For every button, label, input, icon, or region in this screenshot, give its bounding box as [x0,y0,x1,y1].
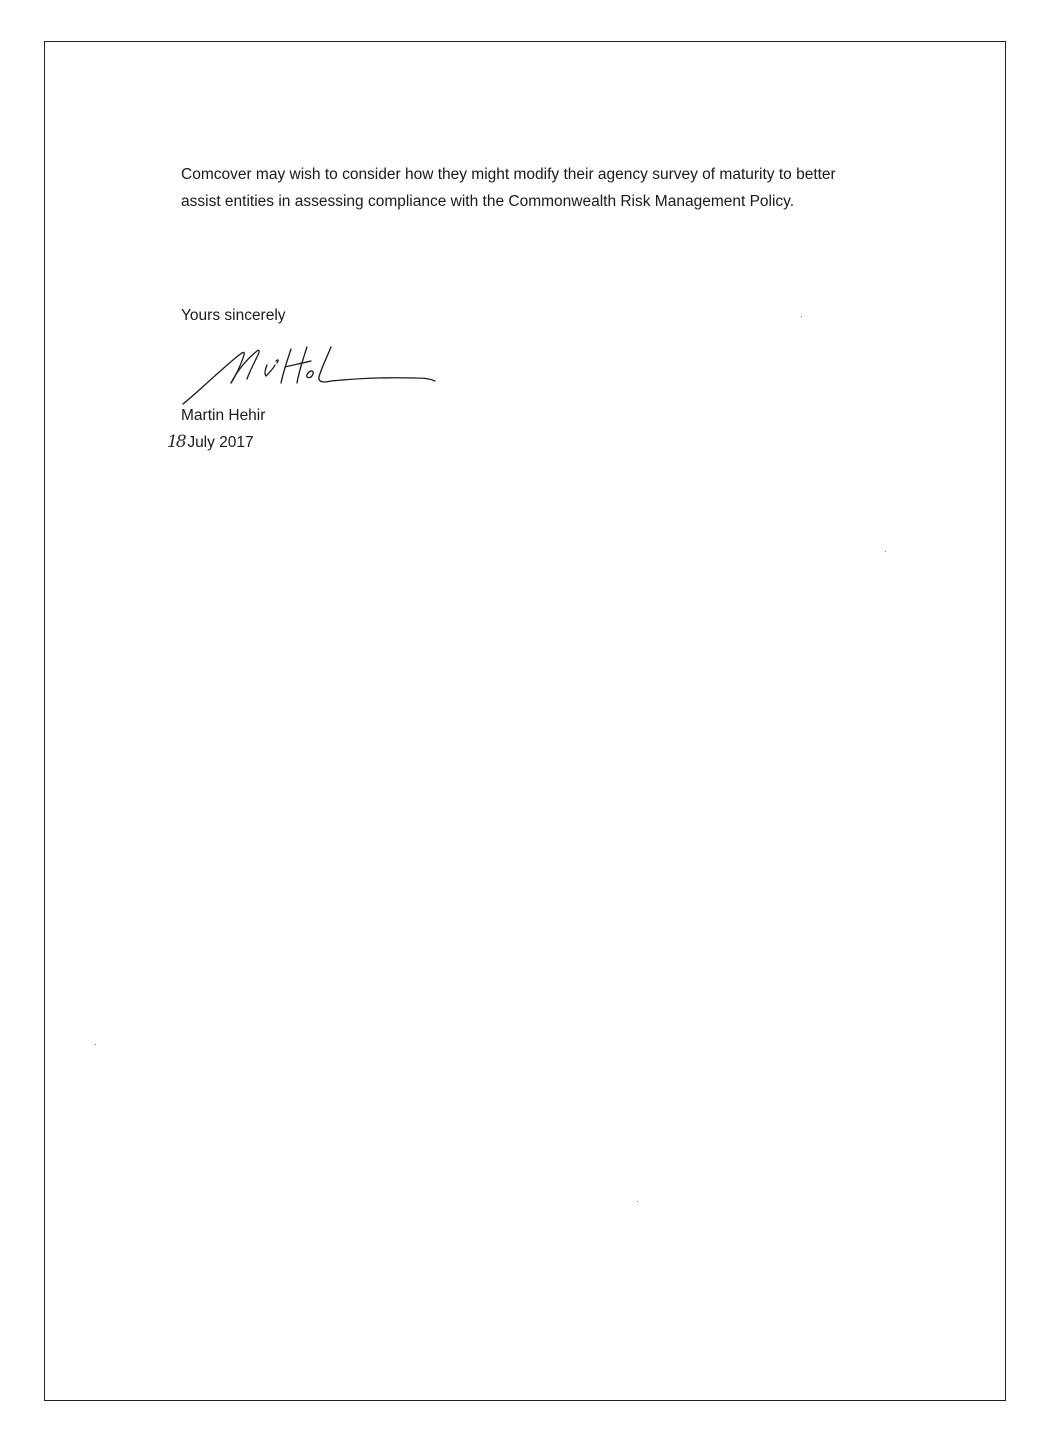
signature-icon [181,343,441,405]
signer-name: Martin Hehir [181,407,266,424]
date-month-year: July 2017 [187,434,254,451]
page-frame [44,41,1006,1401]
scan-speck [637,1201,638,1202]
scan-speck [885,551,886,552]
letter-body [181,162,841,215]
scan-speck [801,316,802,317]
closing-salutation: Yours sincerely [181,307,286,324]
handwritten-date-day: 18 [167,432,185,452]
letter-date [167,429,254,456]
scan-speck [95,1044,96,1045]
body-paragraph: Comcover may wish to consider how they might modify their agency survey of maturity to better assist entities in assessing compliance with the Commonwealth Risk Management Policy. [181,166,836,210]
